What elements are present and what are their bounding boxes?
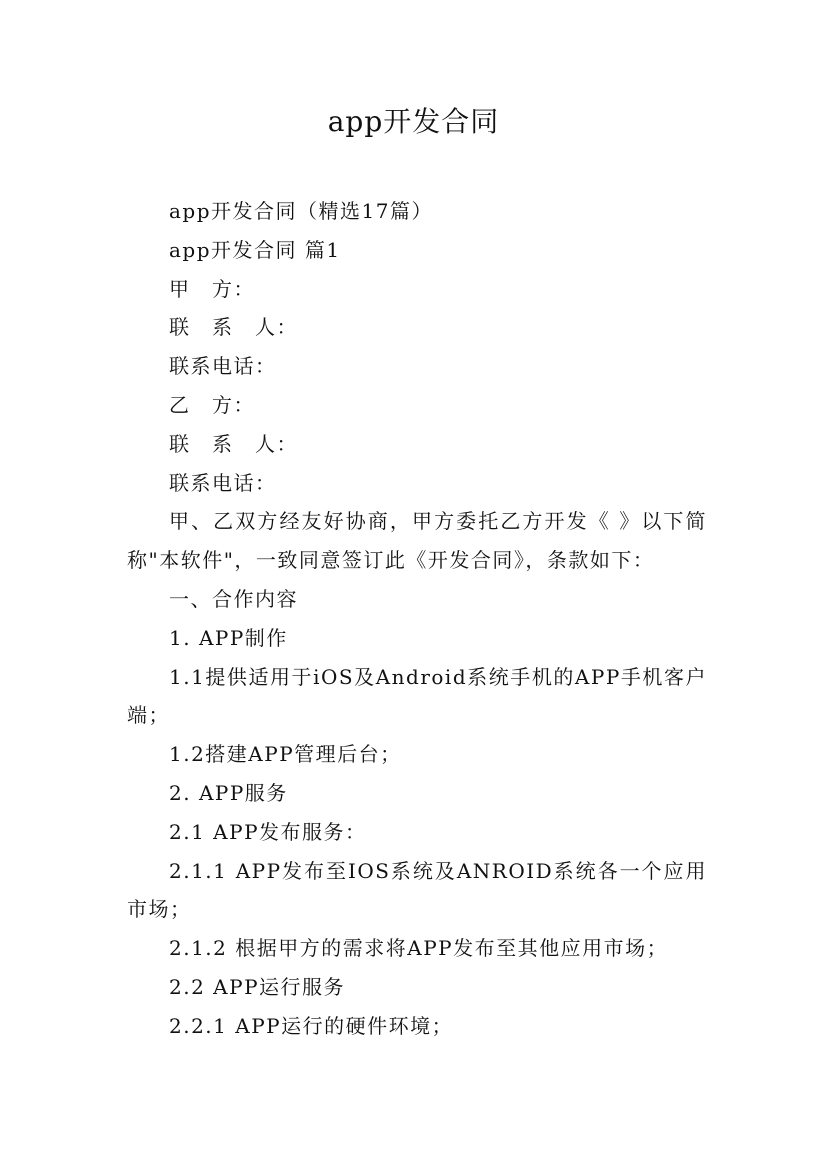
paragraph-release-service: 2.1 APP发布服务： [169,819,367,844]
paragraph-client-support: 1.1提供适用于iOS及Android系统手机的APP手机客户端； [127,664,707,728]
document-title: app开发合同 [327,105,500,138]
paragraph-section-heading: app开发合同 篇1 [169,237,341,262]
paragraph-cooperation-heading: 一、合作内容 [169,586,298,611]
paragraph-release-markets: 2.1.1 APP发布至IOS系统及ANROID系统各一个应用市场； [127,858,707,922]
paragraph-party-b: 乙 方： [169,392,255,417]
paragraph-party-a-phone: 联系电话： [169,354,277,379]
paragraph-hardware-environment: 2.2.1 APP运行的硬件环境； [169,1013,454,1038]
paragraph-admin-backend: 1.2搭建APP管理后台； [169,742,402,767]
paragraph-party-b-phone: 联系电话： [169,470,277,495]
paragraph-other-markets: 2.1.2 根据甲方的需求将APP发布至其他应用市场； [169,936,669,961]
paragraph-party-b-contact: 联 系 人： [169,431,298,456]
paragraph-party-a: 甲 方： [169,276,255,301]
paragraph-app-production: 1. APP制作 [169,625,288,650]
document-body [127,192,707,1046]
paragraph-agreement-intro: 甲、乙双方经友好协商，甲方委托乙方开发《 》以下简称"本软件"，一致同意签订此《开发合同》，条款如下： [127,509,707,573]
paragraph-party-a-contact: 联 系 人： [169,315,298,340]
paragraph-app-service: 2. APP服务 [169,780,288,805]
paragraph-runtime-service: 2.2 APP运行服务 [169,974,346,999]
paragraph-collection-title: app开发合同（精选17篇） [169,199,433,223]
